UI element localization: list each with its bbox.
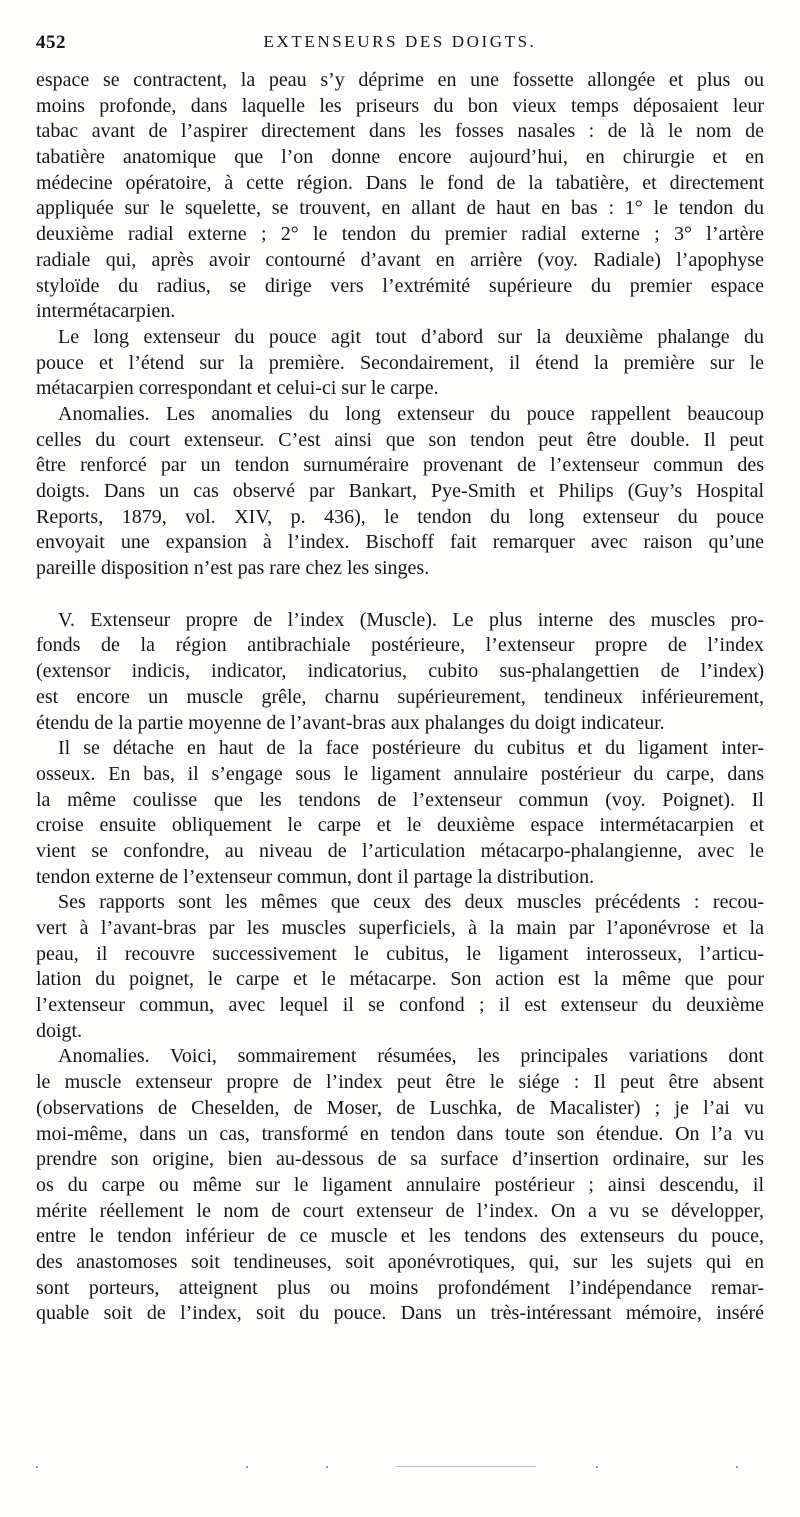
text-line: osseux. En bas, il s’engage sous le ligament annulaire postérieur du carpe, dans <box>36 762 764 785</box>
text-line: radiale qui, après avoir contourné d’avant en arrière (voy. Radiale) l’apophyse <box>36 248 764 271</box>
text-line: doigt. <box>36 1019 83 1042</box>
text-line: tendon externe de l’extenseur commun, dont il partage la distribution. <box>36 865 595 888</box>
text-line: vert à l’avant-bras par les muscles superficiels, à la main par l’aponévrose et la <box>36 917 764 939</box>
text-line: pouce et l’étend sur la première. Secondairement, il étend la première sur le <box>36 351 764 374</box>
text-line: doigts. Dans un cas observé par Bankart, Pye-Smith et Philips (Guy’s Hospital <box>36 480 764 502</box>
text-line: Anomalies. Voici, sommairement résumées, les principales variations dont <box>58 1045 764 1068</box>
text-line: vient se confondre, au niveau de l’articulation métacarpo-phalangienne, avec le <box>36 839 764 862</box>
running-title: EXTENSEURS DES DOIGTS. <box>263 32 537 51</box>
text-line: styloïde du radius, se dirige vers l’extrémité supérieure du premier espace <box>36 274 764 297</box>
paragraph-tabatiere <box>36 68 764 325</box>
text-line: la même coulisse que les tendons de l’extenseur commun (voy. Poignet). Il <box>36 788 764 811</box>
text-line: (observations de Cheselden, de Moser, de Luschka, de Macalister) ; je l’ai vu <box>36 1096 764 1119</box>
text-line: intermétacarpien. <box>36 300 176 323</box>
text-line: médecine opératoire, à cette région. Dans le fond de la tabatière, et directement <box>36 171 764 194</box>
text-line: l’extenseur commun, avec lequel il se confond ; il est extenseur du deuxième <box>36 994 764 1017</box>
text-line: tabac avant de l’aspirer directement dans les fosses nasales : de là le nom de <box>36 120 764 143</box>
text-line: deuxième radial externe ; 2° le tendon du premier radial externe ; 3° l’artère <box>36 223 764 246</box>
text-line: envoyait une expansion à l’index. Bischoff fait remarquer avec raison qu’une <box>36 531 764 554</box>
paragraph-insertion <box>36 736 764 890</box>
text-line: moi-même, dans un cas, transformé en tendon dans toute son étendue. On l’a vu <box>36 1122 764 1145</box>
text-line: croise ensuite obliquement le carpe et le deuxième espace intermétacarpien et <box>36 814 764 837</box>
text-line: est encore un muscle grêle, charnu supérieurement, tendineux inférieurement, <box>36 685 764 708</box>
scan-artifact-dots <box>36 1466 764 1476</box>
text-line: Le long extenseur du pouce agit tout d’abord sur la deuxième phalange du <box>58 325 764 348</box>
paragraph-action <box>36 325 764 402</box>
paragraph-extenseur-index <box>36 608 764 736</box>
paragraph-anomalies-pouce <box>36 402 764 582</box>
text-line: peau, il recouvre successivement le cubitus, le ligament interosseux, l’articu- <box>36 942 764 965</box>
text-line: Anomalies. Les anomalies du long extenseur du pouce rappellent beaucoup <box>58 402 764 425</box>
text-line: être renforcé par un tendon surnuméraire provenant de l’extenseur commun des <box>36 454 764 477</box>
page-header <box>36 30 764 56</box>
paragraph-anomalies-index <box>36 1044 764 1327</box>
section-gap <box>36 582 764 608</box>
text-line: Ses rapports sont les mêmes que ceux des deux muscles précédents : recou- <box>58 891 764 914</box>
text-line: espace se contractent, la peau s’y déprime en une fossette allongée et plus ou <box>36 69 764 91</box>
text-line: entre le tendon inférieur de ce muscle et les tendons des extenseurs du pouce, <box>36 1225 764 1248</box>
text-line: (extensor indicis, indicator, indicatorius, cubito sus-phalangettien de l’index) <box>36 660 764 683</box>
text-line: Il se détache en haut de la face postérieure du cubitus et du ligament inter- <box>58 737 764 760</box>
text-line: fonds de la région antibrachiale postérieure, l’extenseur propre de l’index <box>36 634 764 657</box>
body-text <box>36 68 764 1327</box>
text-line: celles du court extenseur. C’est ainsi que son tendon peut être double. Il peut <box>36 428 764 451</box>
text-line: lation du poignet, le carpe et le métacarpe. Son action est la même que pour <box>36 968 764 991</box>
paragraph-rapports <box>36 890 764 1044</box>
text-line: appliquée sur le squelette, se trouvent, en allant de haut en bas : 1° le tendon du <box>36 197 764 220</box>
text-line: le muscle extenseur propre de l’index peut être le siége : Il peut être absent <box>36 1071 764 1094</box>
section-heading-line: V. Extenseur propre de l’index (Muscle). Le plus interne des muscles pro- <box>58 608 764 631</box>
text-line: étendu de la partie moyenne de l’avant-bras aux phalanges du doigt indicateur. <box>36 711 665 734</box>
text-line: sont porteurs, atteignent plus ou moins profondément l’indépendance remar- <box>36 1276 764 1299</box>
text-line: mérite réellement le nom de court extenseur de l’index. On a vu se développer, <box>36 1199 764 1222</box>
text-line: Reports, 1879, vol. XIV, p. 436), le tendon du long extenseur du pouce <box>36 505 764 528</box>
book-page <box>36 30 764 1327</box>
text-line: pareille disposition n’est pas rare chez les singes. <box>36 557 430 580</box>
text-line: os du carpe ou même sur le ligament annulaire postérieur ; ainsi descendu, il <box>36 1173 764 1196</box>
text-line: prendre son origine, bien au-dessous de sa surface d’insertion ordinaire, sur les <box>36 1148 764 1171</box>
text-line: quable soit de l’index, soit du pouce. Dans un très-intéressant mémoire, inséré <box>36 1302 764 1325</box>
text-line: moins profonde, dans laquelle les priseurs du bon vieux temps déposaient leur <box>36 94 764 117</box>
text-line: tabatière anatomique que l’on donne encore aujourd’hui, en chirurgie et en <box>36 146 764 169</box>
page-number: 452 <box>36 32 66 53</box>
text-line: métacarpien correspondant et celui-ci sur le carpe. <box>36 377 439 400</box>
text-line: des anastomoses soit tendineuses, soit aponévrotiques, qui, sur les sujets qui en <box>36 1250 764 1273</box>
